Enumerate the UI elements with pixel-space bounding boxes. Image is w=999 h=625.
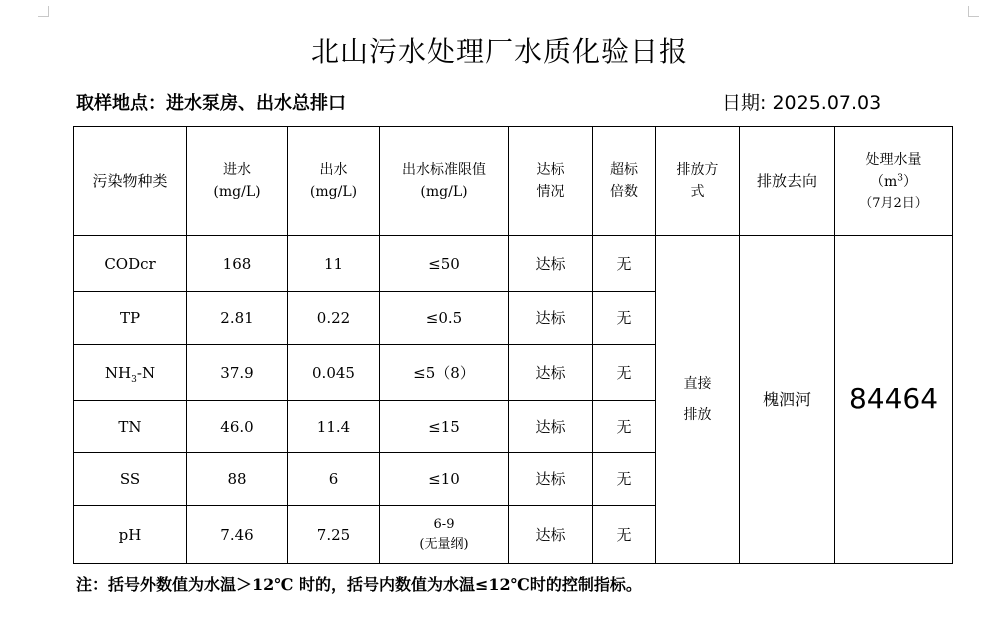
header-effluent: 出水 (mg/L) — [288, 127, 380, 236]
table-header-row — [74, 127, 953, 236]
effluent-cell: 0.22 — [288, 292, 380, 345]
effluent-cell: 11 — [288, 236, 380, 292]
limit-cell: ≤50 — [380, 236, 509, 292]
exceed-cell: 无 — [593, 345, 656, 401]
pollutant-cell: TP — [74, 292, 187, 345]
footnote: 注：括号外数值为水温＞12℃ 时的，括号内数值为水温≤12℃时的控制指标。 — [76, 575, 642, 594]
page-corner-mark — [968, 6, 979, 17]
pollutant-cell: $NH_3-N$ — [74, 345, 187, 401]
water-quality-table — [73, 126, 953, 564]
discharge-destination-cell: 槐泗河 — [740, 236, 835, 564]
pollutant-cell: pH — [74, 506, 187, 564]
limit-cell: ≤5（8） — [380, 345, 509, 401]
influent-cell: 88 — [187, 453, 288, 506]
influent-cell: 7.46 — [187, 506, 288, 564]
pollutant-cell: CODcr — [74, 236, 187, 292]
limit-cell: 6-9 (无量纲) — [380, 506, 509, 564]
compliance-cell: 达标 — [509, 292, 593, 345]
report-date: 日期: 2025.07.03 — [722, 92, 882, 114]
exceed-cell: 无 — [593, 236, 656, 292]
effluent-cell: 7.25 — [288, 506, 380, 564]
discharge-mode-cell: 直接 排放 — [656, 236, 740, 564]
compliance-cell: 达标 — [509, 506, 593, 564]
pollutant-cell: SS — [74, 453, 187, 506]
exceed-cell: 无 — [593, 453, 656, 506]
compliance-cell: 达标 — [509, 236, 593, 292]
header-discharge-destination: 排放去向 — [740, 127, 835, 236]
limit-cell: ≤10 — [380, 453, 509, 506]
header-influent: 进水 (mg/L) — [187, 127, 288, 236]
header-pollutant: 污染物种类 — [74, 127, 187, 236]
limit-cell: ≤0.5 — [380, 292, 509, 345]
effluent-cell: 11.4 — [288, 401, 380, 453]
header-compliance: 达标 情况 — [509, 127, 593, 236]
report-title: 北山污水处理厂水质化验日报 — [310, 35, 688, 68]
influent-cell: 46.0 — [187, 401, 288, 453]
pollutant-cell: TN — [74, 401, 187, 453]
header-discharge-mode: 排放方 式 — [656, 127, 740, 236]
page-corner-mark — [38, 6, 49, 17]
compliance-cell: 达标 — [509, 453, 593, 506]
treated-volume-cell: 84464 — [835, 236, 953, 564]
sampling-location: 取样地点：进水泵房、出水总排口 — [76, 93, 346, 114]
header-exceed: 超标 倍数 — [593, 127, 656, 236]
table-row — [74, 236, 953, 292]
header-treated-volume: 处理水量 $(m^3)$ （7月2日） — [835, 127, 953, 236]
exceed-cell: 无 — [593, 292, 656, 345]
influent-cell: 168 — [187, 236, 288, 292]
compliance-cell: 达标 — [509, 345, 593, 401]
header-limit: 出水标准限值 (mg/L) — [380, 127, 509, 236]
influent-cell: 2.81 — [187, 292, 288, 345]
limit-cell: ≤15 — [380, 401, 509, 453]
compliance-cell: 达标 — [509, 401, 593, 453]
effluent-cell: 6 — [288, 453, 380, 506]
exceed-cell: 无 — [593, 506, 656, 564]
exceed-cell: 无 — [593, 401, 656, 453]
effluent-cell: 0.045 — [288, 345, 380, 401]
influent-cell: 37.9 — [187, 345, 288, 401]
